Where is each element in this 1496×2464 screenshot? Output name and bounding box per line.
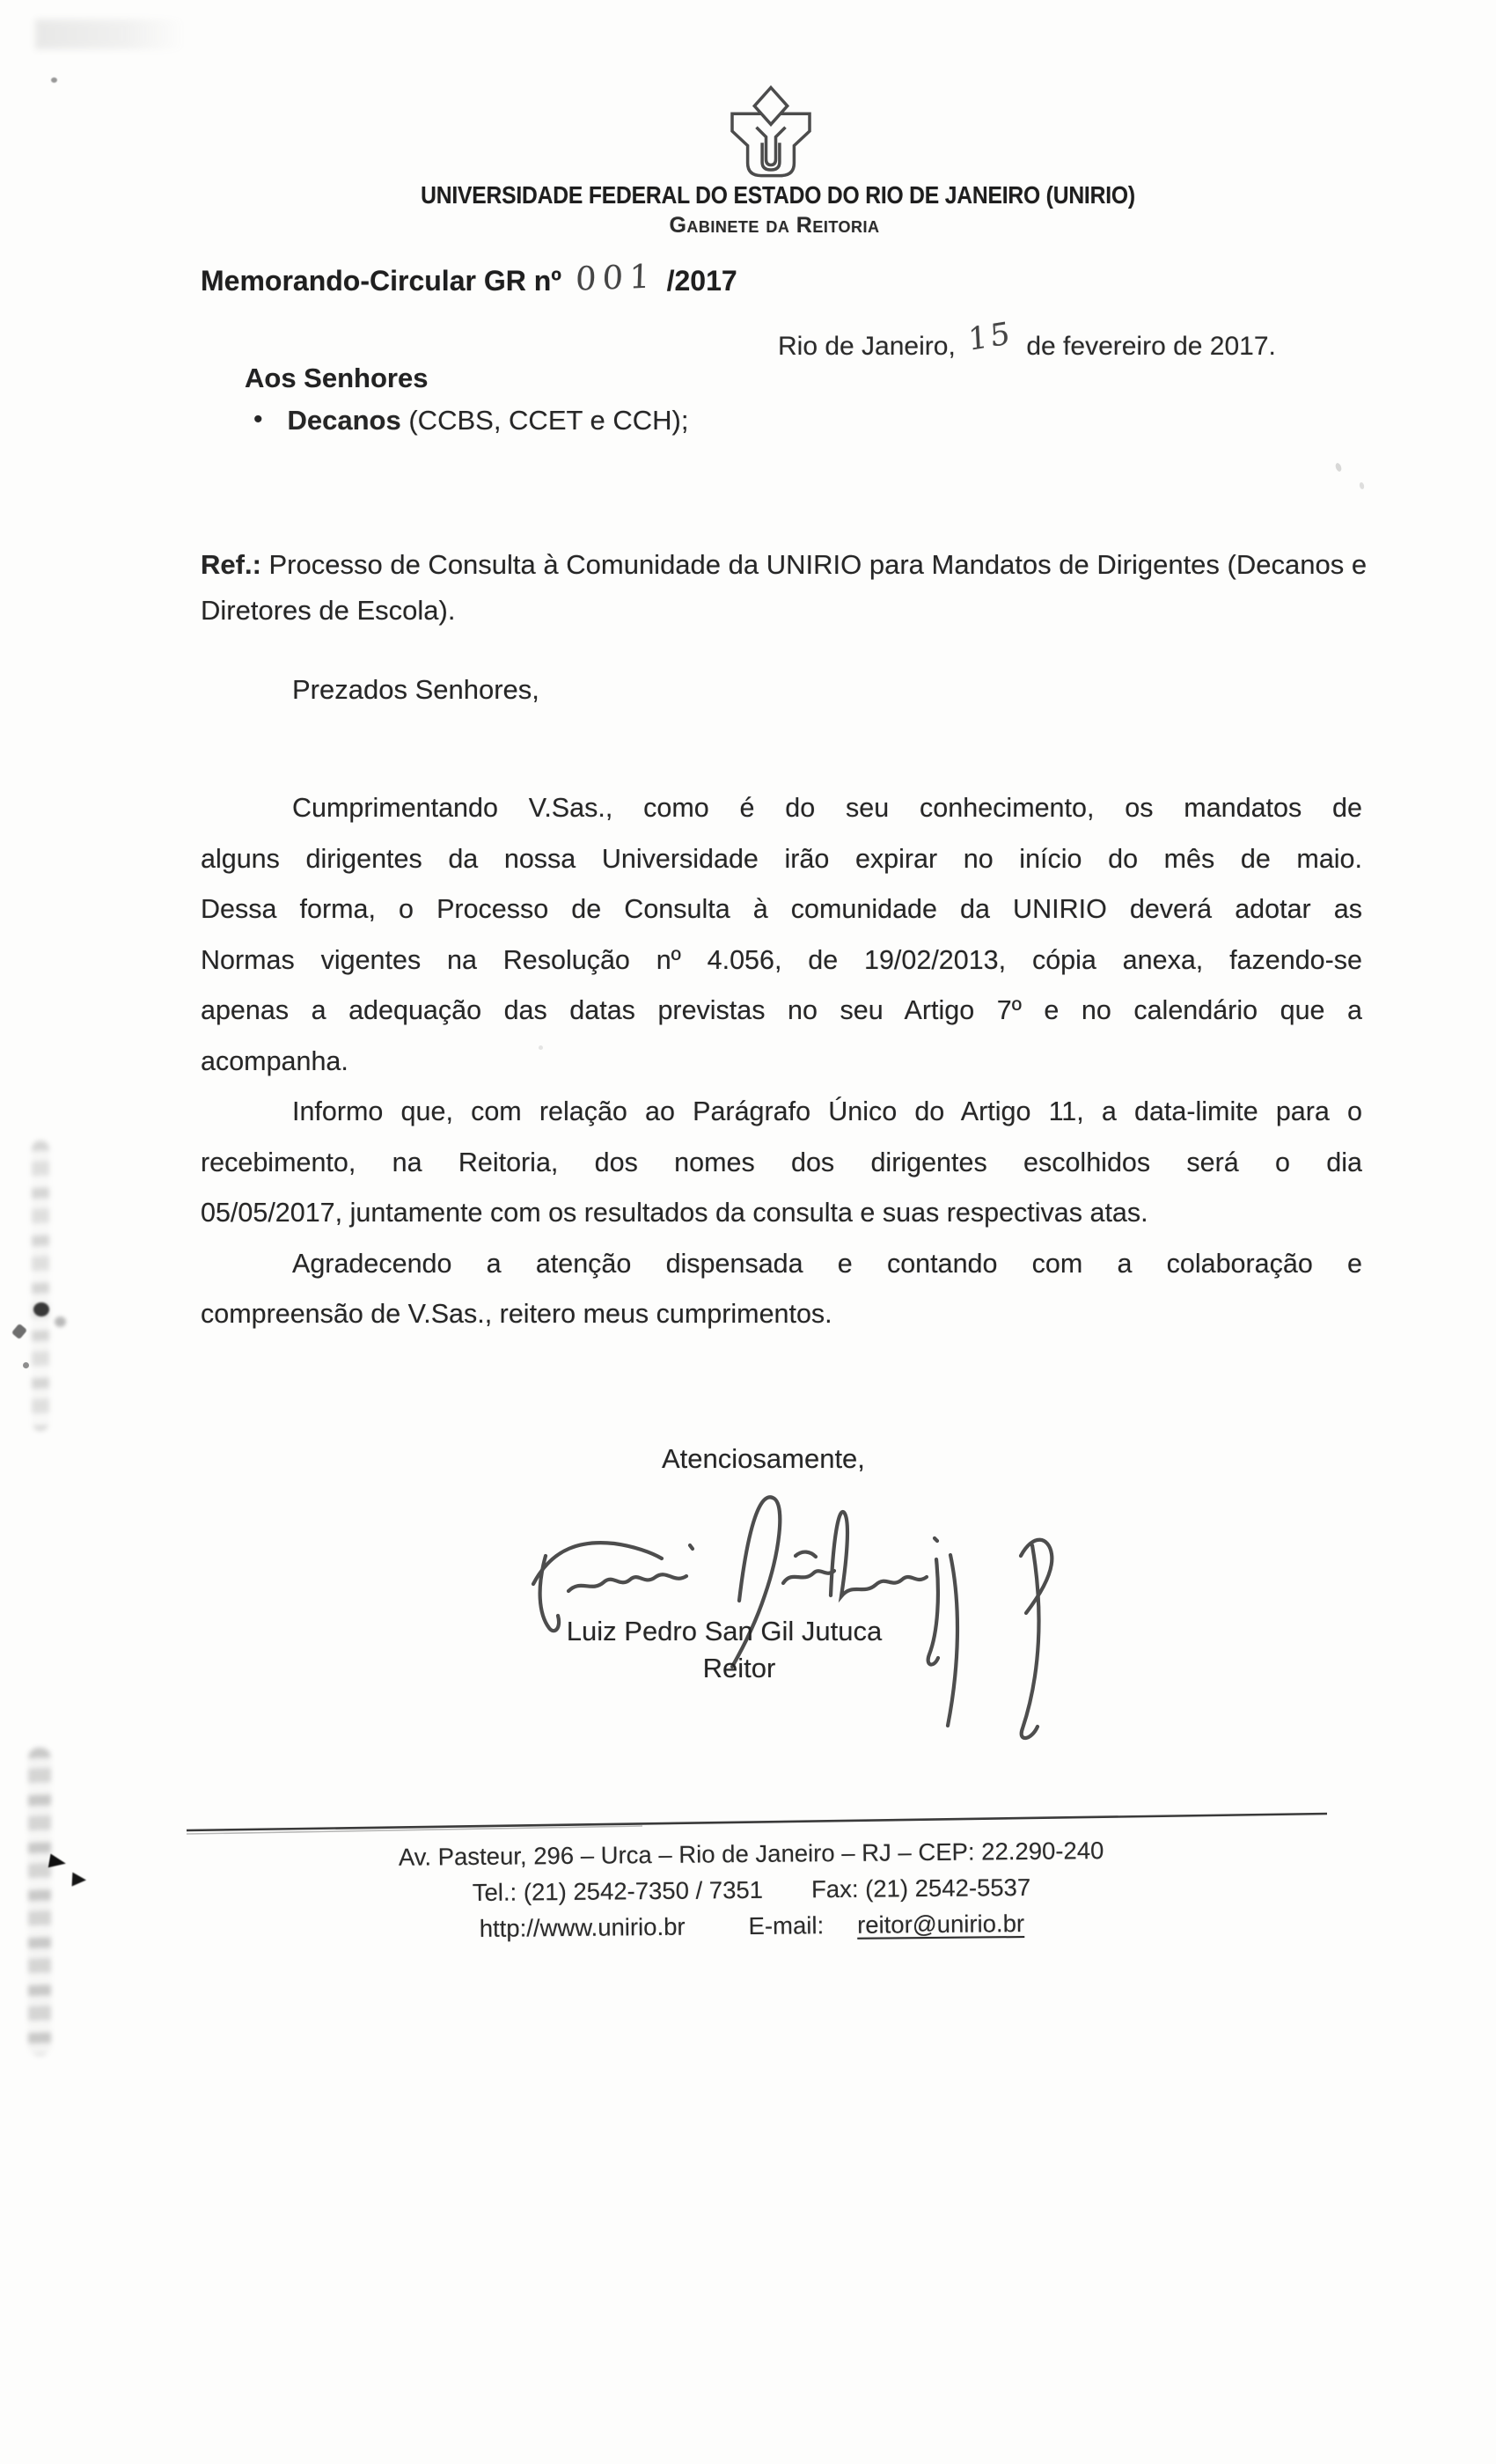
scan-speck xyxy=(539,1045,543,1050)
office-name: Gabinete da Reitoria xyxy=(669,213,880,238)
footer-address: Av. Pasteur, 296 – Urca – Rio de Janeiro – RJ – CEP: 22.290-240 xyxy=(398,1837,1104,1871)
scan-speck xyxy=(1359,481,1365,489)
date-city: Rio de Janeiro, xyxy=(778,332,956,361)
salutation: Prezados Senhores, xyxy=(292,674,539,705)
spacer xyxy=(686,1934,749,1935)
reference-label: Ref.: xyxy=(201,549,261,580)
memo-number-handwritten: 001 xyxy=(575,257,657,298)
closing-salutation: Atenciosamente, xyxy=(662,1443,865,1474)
body-line: Agradecendo a atenção dispensada e contando com a colaboração e xyxy=(292,1248,1362,1279)
scan-mark xyxy=(23,1362,29,1368)
body-text xyxy=(201,783,1362,1340)
footer-email-label: E-mail: xyxy=(748,1911,825,1940)
footer-email: reitor@unirio.br xyxy=(856,1909,1025,1939)
memo-label: Memorando-Circular GR nº xyxy=(201,265,561,297)
body-line: acompanha. xyxy=(201,1045,348,1076)
date-line xyxy=(778,315,1276,363)
reference-block xyxy=(201,542,1371,634)
footer-website: http://www.unirio.br xyxy=(479,1912,686,1942)
date-rest: de fevereiro de 2017. xyxy=(1026,332,1276,361)
scan-speck xyxy=(51,77,57,83)
spacer xyxy=(763,1897,811,1898)
footer-fax: Fax: (21) 2542-5537 xyxy=(810,1873,1031,1903)
signatory-title: Reitor xyxy=(702,1653,776,1683)
body-line: Normas vigentes na Resolução nº 4.056, de 19/02/2013, cópia anexa, fazendo-se xyxy=(201,944,1362,975)
body-line: compreensão de V.Sas., reitero meus cumprimentos. xyxy=(201,1299,832,1329)
scan-mark xyxy=(11,1324,27,1339)
body-line: apenas a adequação das datas previstas no seu Artigo 7º e no calendário que a xyxy=(201,995,1362,1025)
scan-mark xyxy=(72,1873,87,1888)
scan-blot xyxy=(33,1302,49,1316)
body-line: Dessa forma, o Processo de Consulta à comunidade da UNIRIO deverá adotar as xyxy=(201,894,1362,924)
footer-phone: Tel.: (21) 2542-7350 / 7351 xyxy=(472,1875,764,1907)
recipient-rest: (CCBS, CCET e CCH); xyxy=(400,405,689,436)
memo-number-line xyxy=(201,257,737,298)
scan-speck xyxy=(1334,462,1342,472)
body-line: Cumprimentando V.Sas., como é do seu conhecimento, os mandatos de xyxy=(292,793,1362,823)
unirio-logo-icon xyxy=(722,83,820,180)
scan-mark xyxy=(48,1853,67,1870)
recipients-heading: Aos Senhores xyxy=(245,363,429,393)
scan-smudge xyxy=(35,19,185,49)
body-line: alguns dirigentes da nossa Universidade irão expirar no início do mês de maio. xyxy=(201,843,1362,874)
date-day-handwritten: 15 xyxy=(967,315,1014,359)
scan-streak xyxy=(32,1140,49,1431)
recipient-bold: Decanos xyxy=(287,405,401,436)
signatory-name: Luiz Pedro San Gil Jutuca xyxy=(566,1616,883,1646)
body-line: 05/05/2017, juntamente com os resultados da consulta e suas respectivas atas. xyxy=(201,1198,1148,1228)
university-name: UNIVERSIDADE FEDERAL DO ESTADO DO RIO DE JANEIRO (UNIRIO) xyxy=(421,181,1135,209)
memo-year: /2017 xyxy=(666,265,737,297)
body-line: Informo que, com relação ao Parágrafo Único do Artigo 11, a data-limite para o xyxy=(292,1096,1362,1126)
scan-streak xyxy=(28,1748,51,2056)
body-line: recebimento, na Reitoria, dos nomes dos dirigentes escolhidos será o dia xyxy=(201,1147,1362,1177)
scan-blot xyxy=(55,1316,66,1327)
bullet-icon: • xyxy=(253,405,263,434)
footer xyxy=(3,1829,1496,1951)
reference-text: Processo de Consulta à Comunidade da UNIRIO para Mandatos de Dirigentes (Decanos e Diretores de Escola). xyxy=(201,549,1368,626)
recipient-item xyxy=(253,405,688,436)
scan-speck xyxy=(993,324,997,328)
